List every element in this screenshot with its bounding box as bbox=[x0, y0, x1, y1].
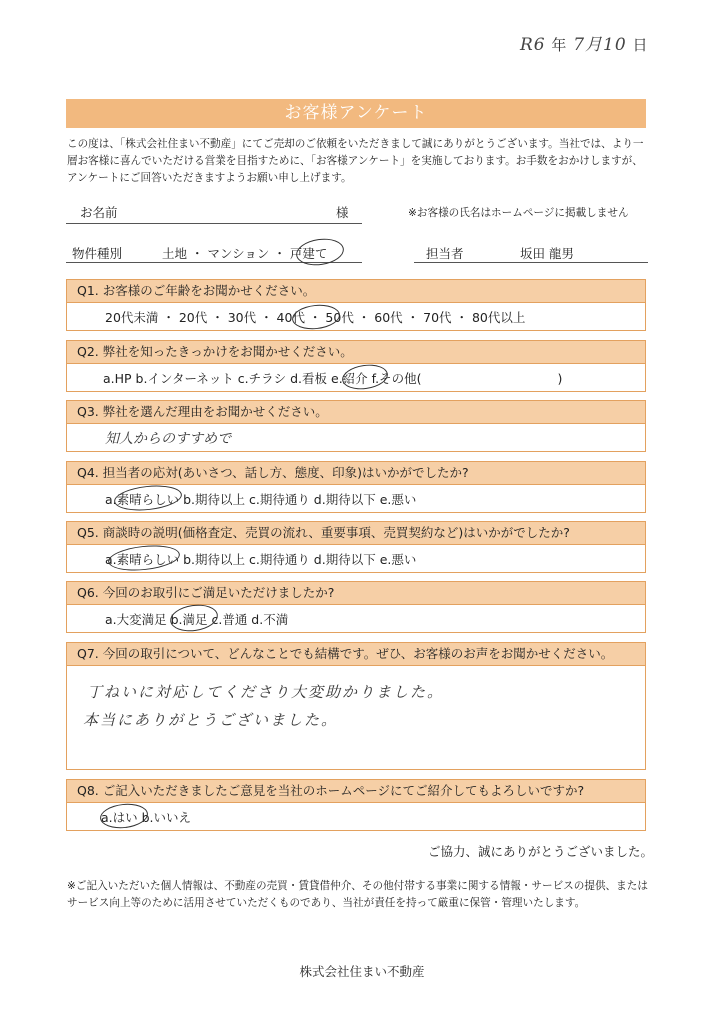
question-4-heading: Q4. 担当者の応対(あいさつ、話し方、態度、印象)はいかがでしたか? bbox=[67, 462, 645, 485]
question-7-heading: Q7. 今回の取引について、どんなことでも結構です。ぜひ、お客様のお声をお聞かせください。 bbox=[67, 643, 645, 666]
property-type-label: 物件種別 bbox=[72, 246, 123, 261]
date-field bbox=[520, 30, 648, 55]
question-8-heading: Q8. ご記入いただきましたご意見を当社のホームページにてご紹介してもよろしいですか? bbox=[67, 780, 645, 803]
question-6-options: a.大変満足 b.満足 c.普通 d.不満 bbox=[105, 612, 289, 627]
date-year-label: 年 bbox=[551, 36, 568, 54]
survey-title: お客様アンケート bbox=[66, 99, 646, 128]
name-underline bbox=[66, 223, 362, 224]
thanks-message: ご協力、誠にありがとうございました。 bbox=[428, 844, 654, 859]
date-month-day: 7月10 bbox=[573, 35, 627, 55]
question-6 bbox=[66, 581, 646, 633]
company-name: 株式会社住まい不動産 bbox=[299, 964, 425, 979]
question-1 bbox=[66, 279, 646, 331]
question-5-options: a.素晴らしい b.期待以上 c.期待通り d.期待以下 e.悪い bbox=[105, 552, 417, 567]
question-3-heading: Q3. 弊社を選んだ理由をお聞かせください。 bbox=[67, 401, 645, 424]
staff-underline bbox=[414, 262, 648, 263]
date-era: R6 bbox=[520, 35, 546, 55]
question-7 bbox=[66, 642, 646, 770]
question-2-heading: Q2. 弊社を知ったきっかけをお聞かせください。 bbox=[67, 341, 645, 364]
question-1-options: 20代未満 ・ 20代 ・ 30代 ・ 40代 ・ 50代 ・ 60代 ・ 70代 ・ 80代以上 bbox=[105, 310, 526, 325]
question-7-answer-line1: 丁ねいに対応してくださり大変助かりました。 bbox=[87, 683, 445, 701]
question-4-options: a.素晴らしい b.期待以上 c.期待通り d.期待以下 e.悪い bbox=[105, 492, 417, 507]
name-suffix: 様 bbox=[336, 205, 349, 220]
intro-text: この度は、「株式会社住まい不動産」にてご売却のご依頼をいただきまして誠にありがとうございます。当社では、より一層お客様に喜んでいただける営業を目指すために、「お客様アンケート」を実施しております。お手数をおかけしますが、アンケートにご回答いただきますようお願い申し上げます。 bbox=[67, 138, 644, 184]
privacy-note: ※ご記入いただいた個人情報は、不動産の売買・賃貸借仲介、その他付帯する事業に関する情報・サービスの提供、またはサービス向上等のために活用させていただくものであり、当社が責任を持って厳重に保管・管理いたします。 bbox=[67, 880, 648, 909]
question-1-heading: Q1. お客様のご年齢をお聞かせください。 bbox=[67, 280, 645, 303]
question-7-answer-line2: 本当にありがとうございました。 bbox=[83, 711, 339, 729]
question-8-options: a.はい b.いいえ bbox=[101, 810, 192, 825]
staff-value: 坂田 龍男 bbox=[520, 246, 574, 261]
name-label: お名前 bbox=[80, 205, 118, 220]
question-2-option-list: a.HP b.インターネット c.チラシ d.看板 e.紹介 f.その他( bbox=[103, 371, 422, 386]
question-3 bbox=[66, 400, 646, 452]
question-8 bbox=[66, 779, 646, 831]
question-3-answer: 知人からのすすめで bbox=[105, 431, 232, 447]
staff-label: 担当者 bbox=[426, 246, 464, 261]
property-answer-circle bbox=[294, 236, 345, 268]
property-type-options: 土地 ・ マンション ・ 戸建て bbox=[162, 246, 328, 261]
question-6-heading: Q6. 今回のお取引にご満足いただけましたか? bbox=[67, 582, 645, 605]
date-day-label: 日 bbox=[632, 36, 649, 54]
question-2-close-paren: ) bbox=[557, 371, 563, 386]
question-5-heading: Q5. 商談時の説明(価格査定、売買の流れ、重要事項、売買契約など)はいかがでしたか? bbox=[67, 522, 645, 545]
name-note: ※お客様の氏名はホームページに掲載しません bbox=[408, 207, 629, 219]
